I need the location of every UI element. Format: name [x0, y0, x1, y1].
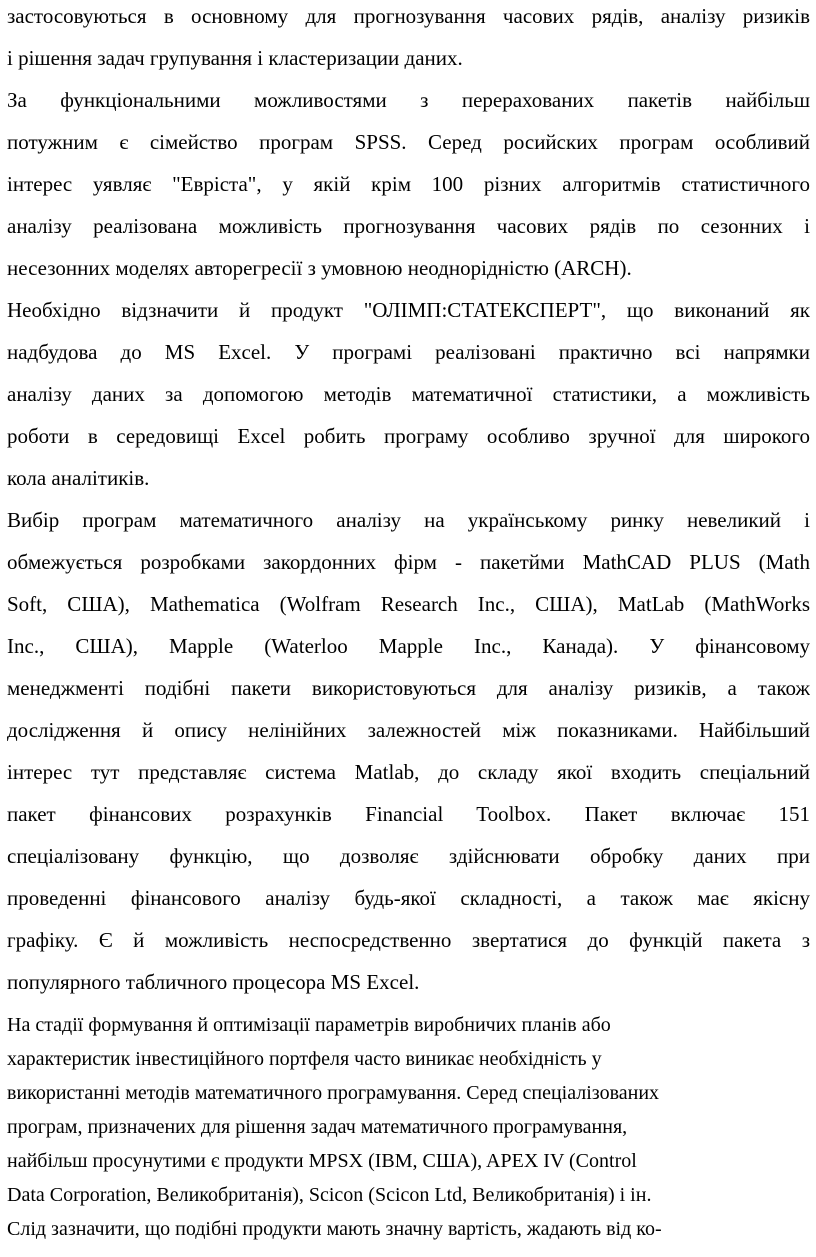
text-line: аналізу даних за допомогою методів математичної статистики, а можливість: [7, 382, 810, 406]
text-line: графіку. Є й можливість неспосредственно звертатися до функцій пакета з: [7, 928, 810, 952]
text-line: Data Corporation, Великобританія), Scicon (Scicon Ltd, Великобританія) і ін.: [7, 1184, 652, 1206]
text-line: застосовуються в основному для прогнозування часових рядів, аналізу ризиків: [7, 4, 810, 28]
text-line: потужним є сімейство програм SPSS. Серед росийских програм особливий: [7, 130, 810, 154]
text-line: спеціалізовану функцію, що дозволяє здійснювати обробку даних при: [7, 844, 810, 868]
text-line: найбільш просунутими є продукти MPSX (IBM, США), APEX IV (Control: [7, 1150, 637, 1172]
text-line: За функціональними можливостями з перерахованих пакетів найбільш: [7, 88, 810, 112]
text-line: кола аналітиків.: [7, 466, 150, 490]
text-line: дослідження й опису нелінійних залежностей між показниками. Найбільший: [7, 718, 810, 742]
text-line: аналізу реалізована можливість прогнозування часових рядів по сезонних і: [7, 214, 810, 238]
text-line: Слід зазначити, що подібні продукти мають значну вартість, жадають від ко-: [7, 1218, 662, 1240]
text-line: і рішення задач групування і кластеризации даних.: [7, 46, 463, 70]
text-line: популярного табличного процесора MS Excel.: [7, 970, 420, 994]
text-line: Soft, США), Mathematica (Wolfram Research Inc., США), MatLab (MathWorks: [7, 592, 810, 616]
text-line: надбудова до MS Excel. У програмі реалізовані практично всі напрямки: [7, 340, 810, 364]
text-line: роботи в середовищі Excel робить програму особливо зручної для широкого: [7, 424, 810, 448]
text-line: використанні методів математичного програмування. Серед спеціалізованих: [7, 1082, 660, 1104]
text-line: несезонних моделях авторегресії з умовною неоднорідністю (ARCH).: [7, 256, 632, 280]
text-line: інтерес тут представляє система Matlab, до складу якої входить спеціальний: [7, 760, 810, 784]
text-line: Inc., США), Mapple (Waterloo Mapple Inc., Канада). У фінансовому: [7, 634, 810, 658]
text-line: інтерес уявляє "Евріста", у якій крім 100 різних алгоритмів статистичного: [7, 172, 810, 196]
text-line: обмежується розробками закордонних фірм - пакетйми MathCAD PLUS (Math: [7, 550, 810, 574]
text-line: Необхідно відзначити й продукт "ОЛІМП:СТАТЕКСПЕРТ", що виконаний як: [7, 298, 810, 322]
text-line: характеристик інвестиційного портфеля часто виникає необхідність у: [7, 1048, 602, 1070]
text-line: пакет фінансових розрахунків Financial Toolbox. Пакет включає 151: [7, 802, 810, 826]
text-line: менеджменті подібні пакети використовуються для аналізу ризиків, а також: [7, 676, 810, 700]
text-line: проведенні фінансового аналізу будь-якої складності, а також має якісну: [7, 886, 810, 910]
text-line: Вибір програм математичного аналізу на українському ринку невеликий і: [7, 508, 810, 532]
text-line: На стадії формування й оптимізації параметрів виробничих планів або: [7, 1014, 611, 1036]
text-line: програм, призначених для рішення задач математичного програмування,: [7, 1116, 628, 1138]
